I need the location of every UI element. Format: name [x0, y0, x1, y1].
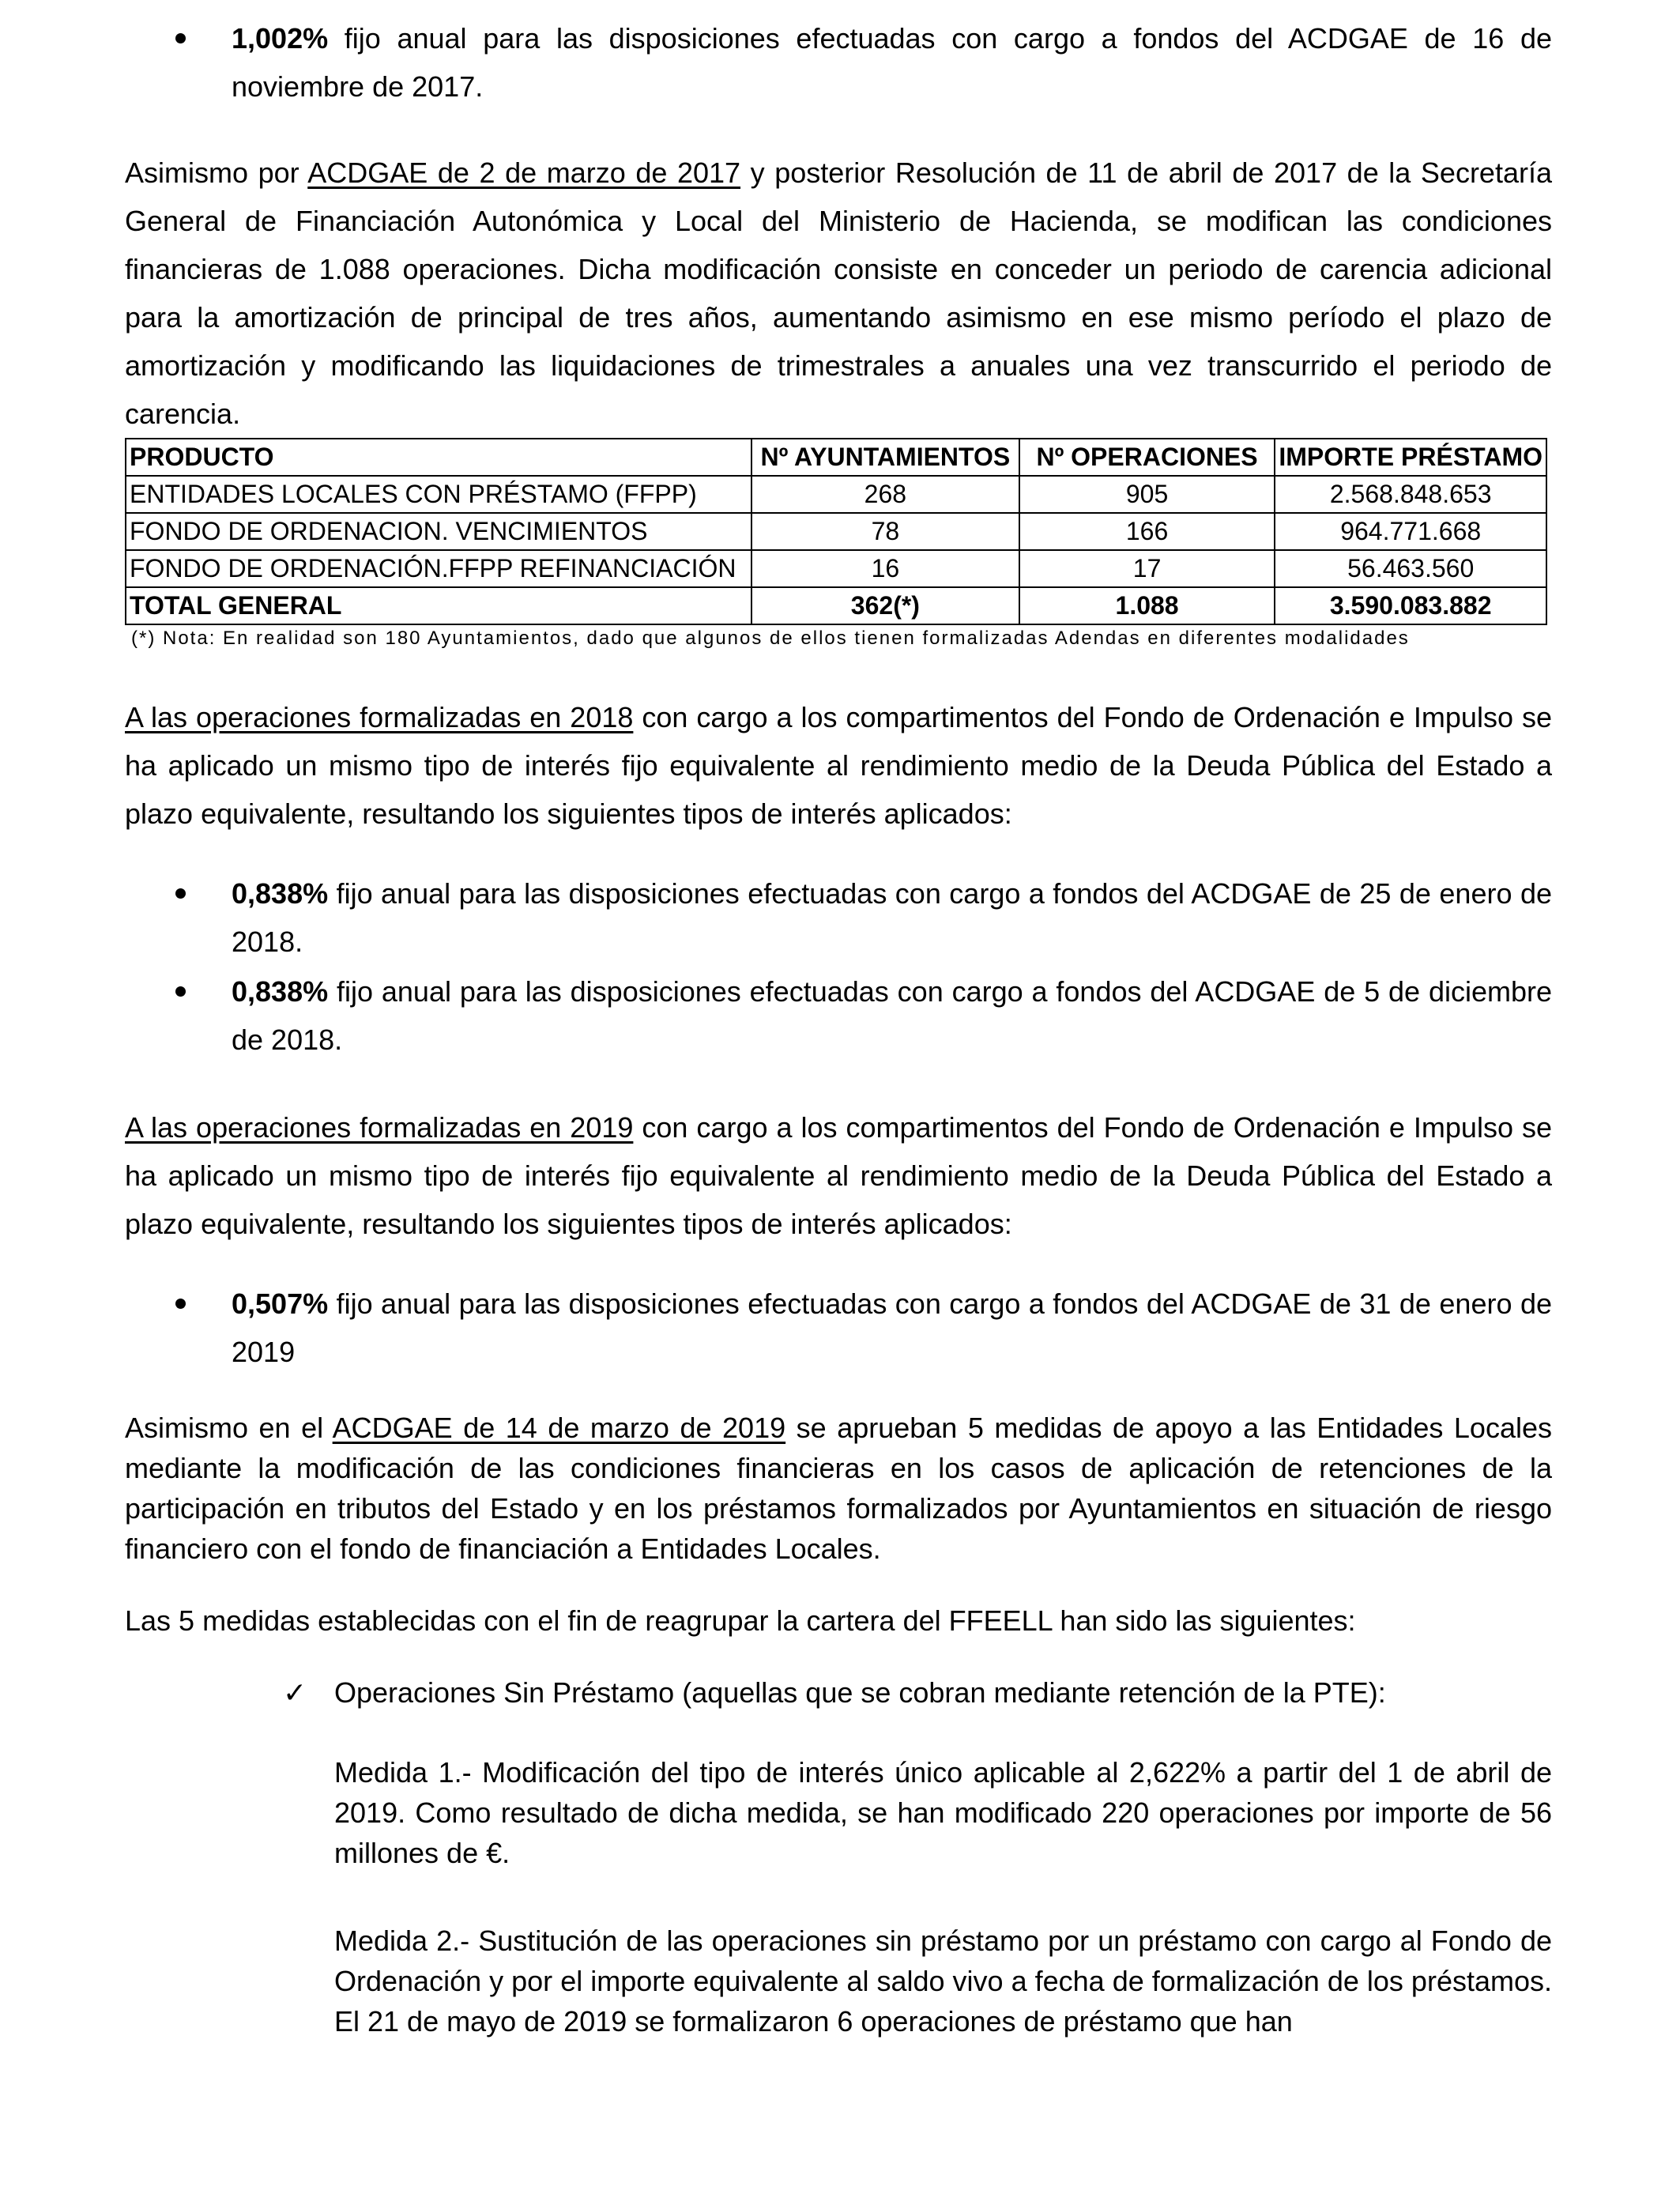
- paragraph-2018: A las operaciones formalizadas en 2018 con cargo a los compartimentos del Fondo de Ordenación e Impulso se ha aplicado un mismo tipo de interés fijo equivalente al rendimiento medio de la Deuda Pública del Estado a plazo equivalente, resultando los siguientes tipos de interés aplicados:: [125, 701, 1552, 830]
- bullet-item: [125, 1280, 1552, 1376]
- medida-2: Medida 2.- Sustitución de las operaciones sin préstamo por un préstamo con cargo al Fondo de Ordenación y por el importe equivalente al saldo vivo a fecha de formalización de los préstamos. El 21 de mayo de 2019 se formalizaron 6 operaciones de préstamo que han: [334, 1924, 1552, 2038]
- check-item: [125, 1672, 1552, 1713]
- paragraph-2019: A las operaciones formalizadas en 2019 con cargo a los compartimentos del Fondo de Ordenación e Impulso se ha aplicado un mismo tipo de interés fijo equivalente al rendimiento medio de la Deuda Pública del Estado a plazo equivalente, resultando los siguientes tipos de interés aplicados:: [125, 1111, 1552, 1240]
- header-importe: IMPORTE PRÉSTAMO: [1275, 439, 1546, 476]
- bullet-item: [125, 14, 1552, 111]
- total-label: TOTAL GENERAL: [126, 587, 751, 624]
- table-total-row: [126, 587, 1546, 624]
- bullet-item: [125, 869, 1552, 966]
- bullet-item: [125, 967, 1552, 1064]
- bullet-dot-icon: [175, 1299, 186, 1309]
- document-page: [125, 14, 1552, 2041]
- table-header-row: [126, 439, 1546, 476]
- operaciones-2019-link: A las operaciones formalizadas en 2019: [125, 1111, 634, 1144]
- cell-operaciones: 17: [1019, 550, 1275, 587]
- cell-ayuntamientos: 16: [751, 550, 1019, 587]
- cell-ayuntamientos: 268: [751, 476, 1019, 513]
- bullet-dot-icon: [175, 33, 186, 43]
- bullet-list-2019: [125, 1280, 1552, 1376]
- operations-table: [125, 438, 1547, 625]
- cell-producto: FONDO DE ORDENACIÓN.FFPP REFINANCIACIÓN: [126, 550, 751, 587]
- cell-importe: 56.463.560: [1275, 550, 1546, 587]
- total-ayuntamientos: 362(*): [751, 587, 1019, 624]
- paragraph-acdgae-marzo-2019: Asimismo en el ACDGAE de 14 de marzo de 2019 se aprueban 5 medidas de apoyo a las Entidades Locales mediante la modificación de las condiciones financieras en los casos de aplicación de retenciones de la participación en tributos del Estado y en los préstamos formalizados por Ayuntamientos en situación de riesgo financiero con el fondo de financiación a Entidades Locales.: [125, 1412, 1552, 1565]
- cell-ayuntamientos: 78: [751, 513, 1019, 550]
- header-ayuntamientos: Nº AYUNTAMIENTOS: [751, 439, 1019, 476]
- total-operaciones: 1.088: [1019, 587, 1275, 624]
- interest-rate: 1,002%: [232, 22, 329, 55]
- table-row: [126, 476, 1546, 513]
- header-operaciones: Nº OPERACIONES: [1019, 439, 1275, 476]
- bullet-text: fijo anual para las disposiciones efectuadas con cargo a fondos del ACDGAE de 31 de enero de 2019: [232, 1287, 1552, 1368]
- cell-importe: 2.568.848.653: [1275, 476, 1546, 513]
- cell-producto: FONDO DE ORDENACION. VENCIMIENTOS: [126, 513, 751, 550]
- acdgae-marzo-2019-link: ACDGAE de 14 de marzo de 2019: [332, 1412, 786, 1444]
- paragraph-acdgae-2017: Asimismo por ACDGAE de 2 de marzo de 2017 y posterior Resolución de 11 de abril de 2017 de la Secretaría General de Financiación Autonómica y Local del Ministerio de Hacienda, se modifican las condiciones financieras de 1.088 operaciones. Dicha modificación consiste en conceder un periodo de carencia adicional para la amortización de principal de tres años, aumentando asimismo en ese mismo período el plazo de amortización y modificando las liquidaciones de trimestrales a anuales una vez transcurrido el periodo de carencia.: [125, 156, 1552, 430]
- bullet-text: fijo anual para las disposiciones efectuadas con cargo a fondos del ACDGAE de 25 de enero de 2018.: [232, 877, 1552, 958]
- table-footnote: (*) Nota: En realidad son 180 Ayuntamientos, dado que algunos de ellos tienen formalizadas Adendas en diferentes modalidades: [131, 628, 1410, 649]
- table-row: [126, 550, 1546, 587]
- bullet-dot-icon: [175, 888, 186, 899]
- interest-rate: 0,838%: [232, 877, 329, 910]
- total-importe: 3.590.083.882: [1275, 587, 1546, 624]
- operaciones-2018-link: A las operaciones formalizadas en 2018: [125, 701, 634, 733]
- check-item-text: Operaciones Sin Préstamo (aquellas que se cobran mediante retención de la PTE):: [334, 1676, 1386, 1709]
- interest-rate: 0,838%: [232, 975, 329, 1008]
- checkmark-icon: ✓: [283, 1676, 307, 1709]
- interest-rate: 0,507%: [232, 1287, 329, 1320]
- bullet-list-2017: [125, 14, 1552, 111]
- acdgae-2017-link: ACDGAE de 2 de marzo de 2017: [307, 156, 741, 189]
- paragraph-medidas: Las 5 medidas establecidas con el fin de reagrupar la cartera del FFEELL han sido las siguientes:: [125, 1604, 1356, 1637]
- cell-operaciones: 905: [1019, 476, 1275, 513]
- table-row: [126, 513, 1546, 550]
- cell-importe: 964.771.668: [1275, 513, 1546, 550]
- bullet-dot-icon: [175, 986, 186, 997]
- header-producto: PRODUCTO: [126, 439, 751, 476]
- medida-1: Medida 1.- Modificación del tipo de interés único aplicable al 2,622% a partir del 1 de abril de 2019. Como resultado de dicha medida, se han modificado 220 operaciones por importe de 56 millones de €.: [334, 1756, 1552, 1869]
- bullet-text: fijo anual para las disposiciones efectuadas con cargo a fondos del ACDGAE de 5 de diciembre de 2018.: [232, 975, 1552, 1056]
- cell-operaciones: 166: [1019, 513, 1275, 550]
- bullet-text: fijo anual para las disposiciones efectuadas con cargo a fondos del ACDGAE de 16 de noviembre de 2017.: [232, 22, 1552, 103]
- cell-producto: ENTIDADES LOCALES CON PRÉSTAMO (FFPP): [126, 476, 751, 513]
- bullet-list-2018: [125, 869, 1552, 1064]
